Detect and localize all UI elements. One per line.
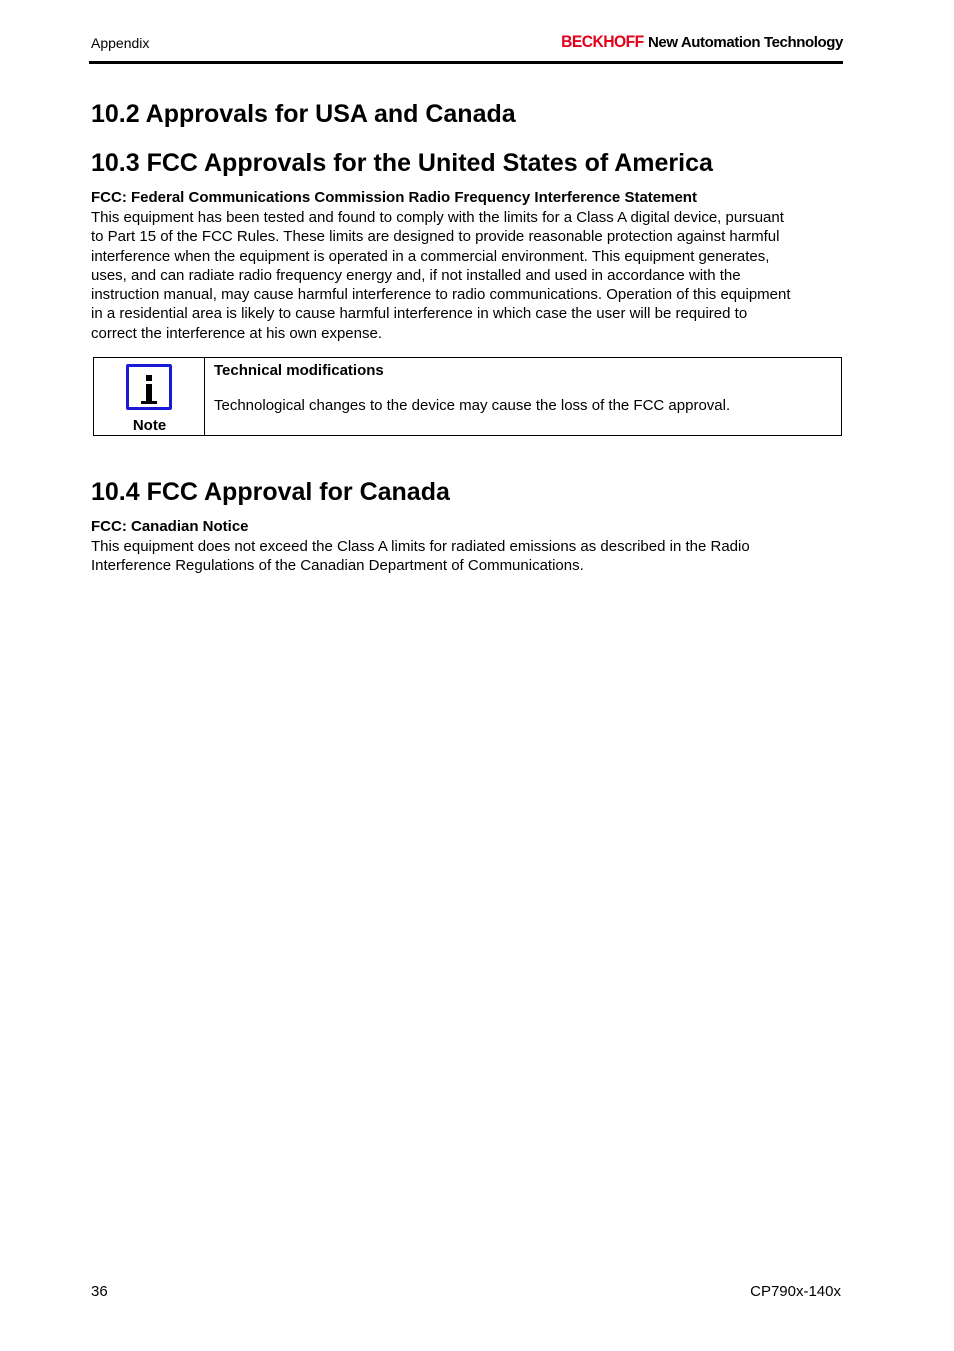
paragraph-canadian-notice (91, 537, 843, 576)
text-line: This equipment does not exceed the Class A limits for radiated emissions as described in the Radio (91, 538, 750, 555)
note-box (93, 357, 842, 436)
text-line: in a residential area is likely to cause harmful interference in which case the user will be required to (91, 305, 748, 323)
text-line: to Part 15 of the FCC Rules. These limits are designed to provide reasonable protection against harmful (91, 228, 780, 246)
note-icon-cell (94, 358, 205, 435)
text-line: interference when the equipment is operated in a commercial environment. This equipment generates, (91, 247, 770, 265)
heading-10-3: 10.3 FCC Approvals for the United States of America (91, 149, 713, 177)
text-line: uses, and can radiate radio frequency energy and, if not installed and used in accordance with the (91, 266, 741, 284)
brand-name: BECKHOFF (561, 32, 644, 51)
header-section-label: Appendix (91, 35, 150, 51)
text-line: correct the interference at his own expense. (91, 324, 382, 342)
page-number: 36 (91, 1283, 108, 1300)
note-title: Technical modifications (214, 362, 384, 379)
info-icon (126, 364, 172, 410)
text-line: This equipment has been tested and found to comply with the limits for a Class A digital device, pursuant (91, 209, 784, 226)
subheading-fcc-statement: FCC: Federal Communications Commission Radio Frequency Interference Statement (91, 189, 697, 206)
heading-10-2: 10.2 Approvals for USA and Canada (91, 100, 516, 128)
product-name: CP790x-140x (750, 1283, 841, 1300)
heading-10-4: 10.4 FCC Approval for Canada (91, 478, 450, 506)
brand-logo (554, 32, 843, 52)
paragraph-fcc-statement (91, 208, 843, 343)
brand-tagline: New Automation Technology (648, 34, 843, 51)
note-text: Technological changes to the device may cause the loss of the FCC approval. (214, 397, 731, 414)
note-label: Note (132, 417, 167, 434)
text-line: instruction manual, may cause harmful interference to radio communications. Operation of this equipment (91, 286, 791, 304)
subheading-canadian-notice: FCC: Canadian Notice (91, 518, 249, 535)
page-header (89, 30, 843, 64)
text-line: Interference Regulations of the Canadian Department of Communications. (91, 557, 584, 575)
